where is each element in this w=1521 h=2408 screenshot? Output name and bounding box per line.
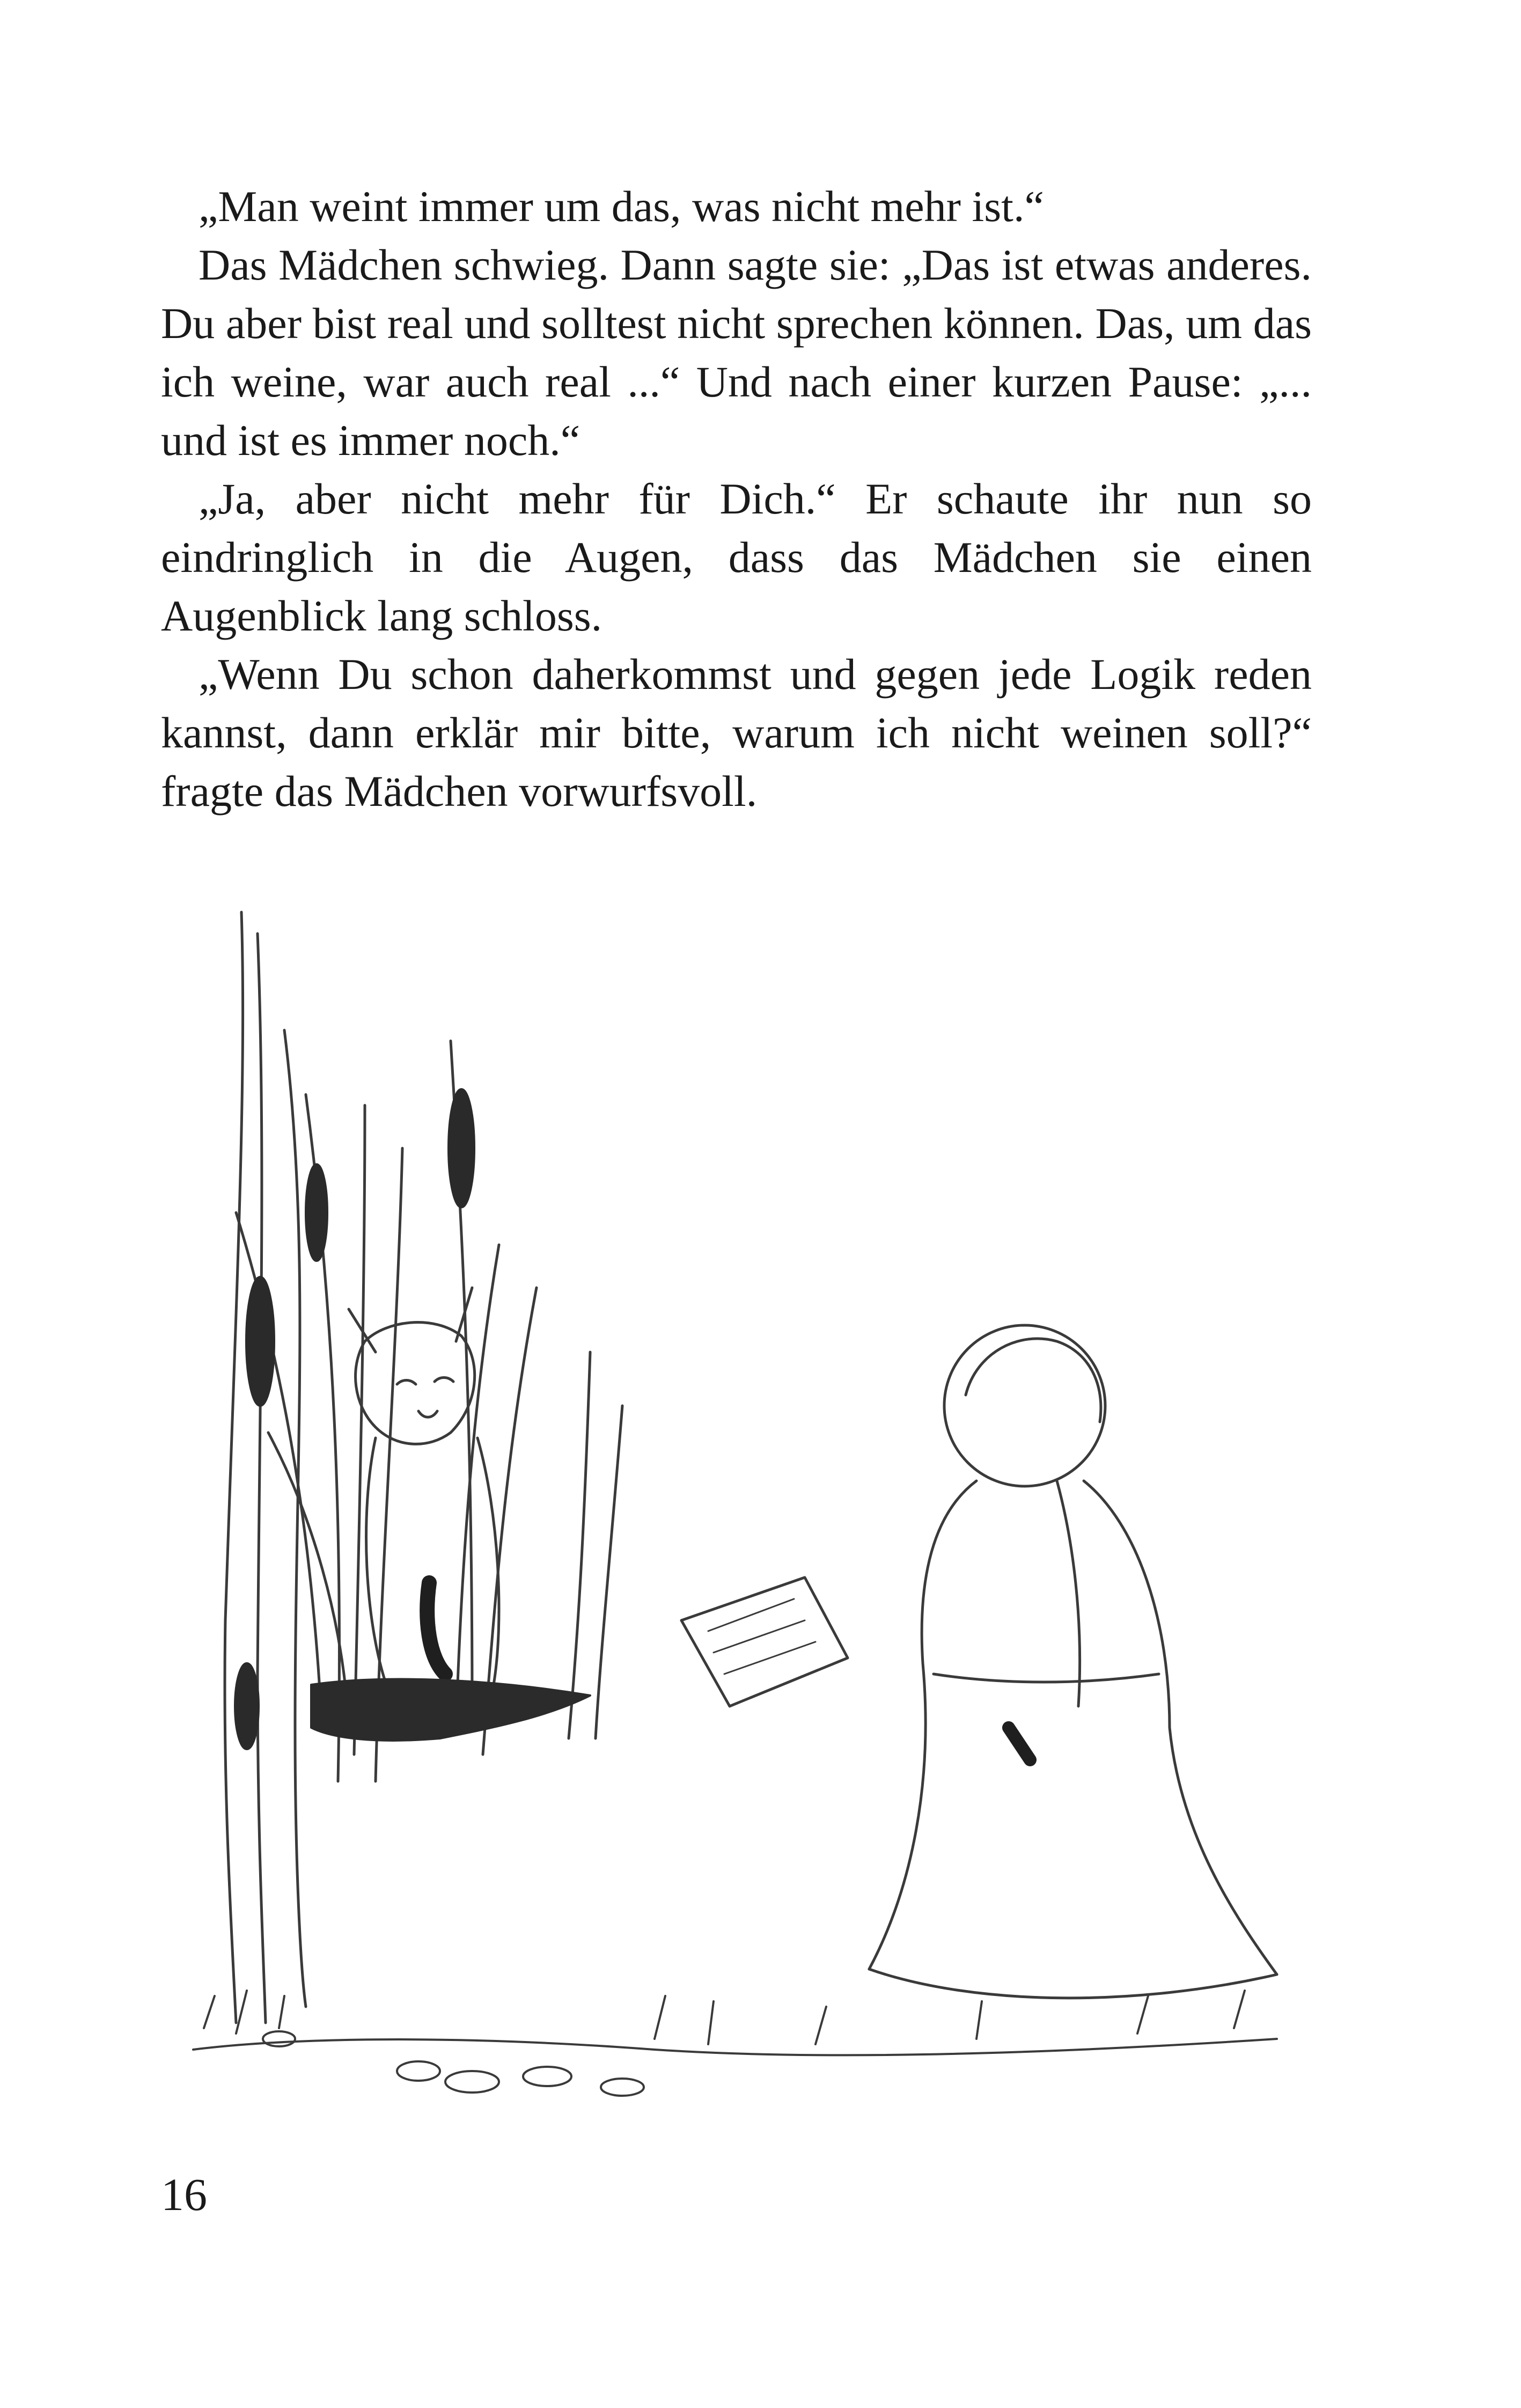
paragraph-1: „Man weint immer um das, was nicht mehr ist.“	[199, 182, 1044, 231]
page-number: 16	[161, 2169, 207, 2220]
pencil-illustration	[172, 869, 1309, 2119]
paragraph-4: „Wenn Du schon daherkommst und gegen jede Logik reden kannst, dann erklär mir bitte, warum ich nicht weinen soll?“ fragte das Mädchen vorwurfsvoll.	[161, 650, 1312, 816]
paragraph-2: Das Mädchen schwieg. Dann sagte sie: „Das ist etwas anderes. Du aber bist real und solltest nicht sprechen können. Das, um das ich weine, war auch real ...“ Und nach einer kurzen Pause: „... und ist es immer noch.“	[161, 240, 1312, 465]
reeds	[225, 912, 622, 2023]
ground-shadow	[311, 1679, 590, 1741]
fox-sketch	[349, 1288, 499, 1701]
letter-sketch	[681, 1577, 848, 1706]
girl-sketch	[869, 1325, 1277, 1998]
body-text	[161, 177, 1312, 820]
paragraph-3: „Ja, aber nicht mehr für Dich.“ Er schaute ihr nun so eindringlich in die Augen, dass das Mädchen sie einen Augenblick lang schloss.	[161, 474, 1312, 640]
grass-and-stones	[193, 1991, 1277, 2096]
